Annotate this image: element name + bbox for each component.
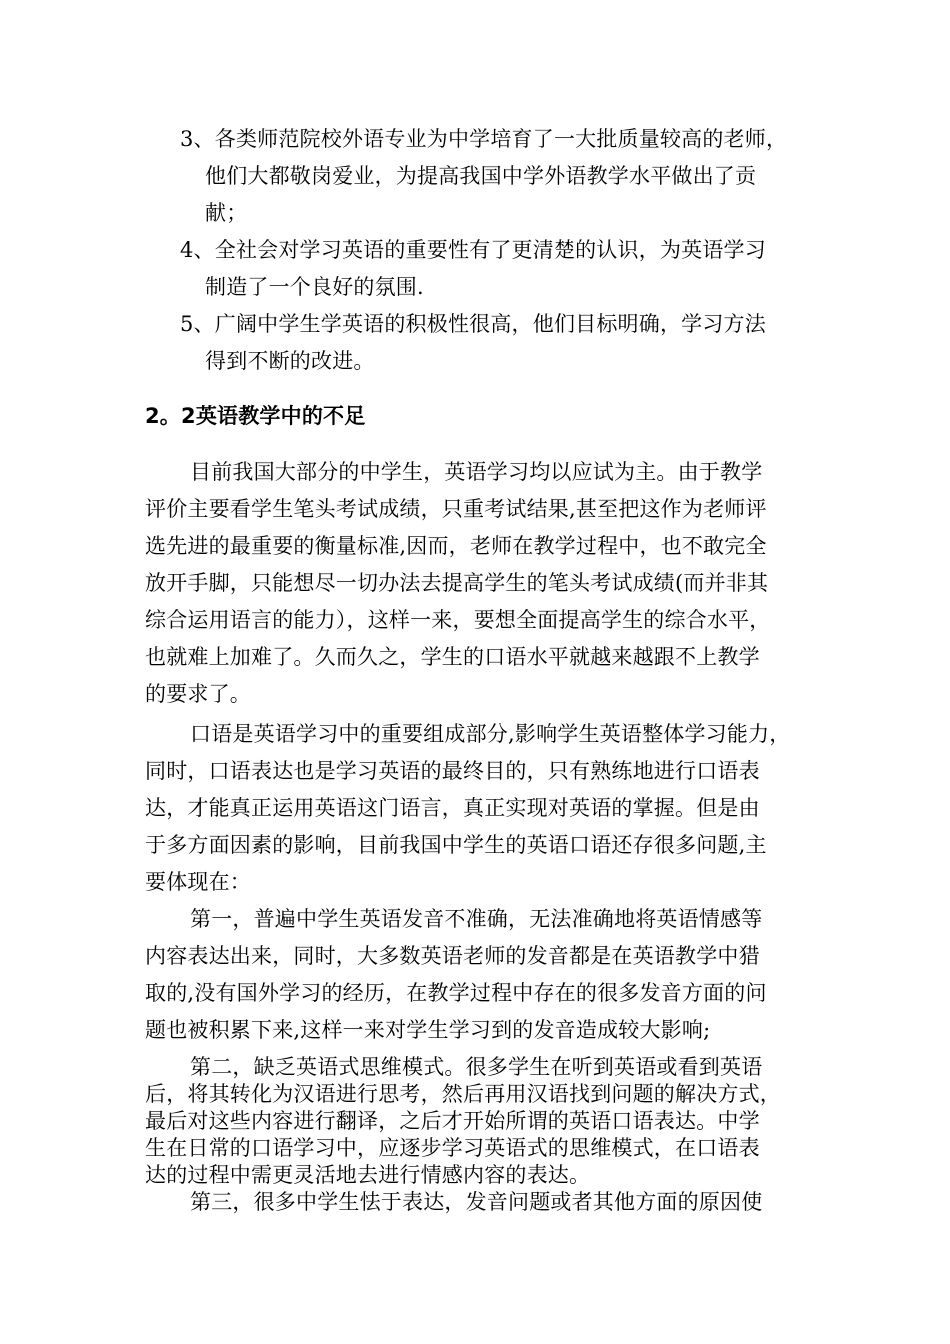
paragraph-1-line-4: 放开手脚，只能想尽一切办法去提高学生的笔头考试成绩(而并非其: [145, 571, 769, 595]
paragraph-2-line-2: 同时，口语表达也是学习英语的最终目的，只有熟练地进行口语表: [145, 759, 760, 783]
paragraph-1-line-6: 也就难上加难了。久而久之，学生的口语水平就越来越跟不上教学: [145, 645, 760, 669]
paragraph-3-line-1: 第一，普遍中学生英语发音不准确，无法准确地将英语情感等: [190, 907, 763, 931]
paragraph-3-line-2: 内容表达出来，同时，大多数英语老师的发音都是在英语教学中猎: [145, 944, 760, 968]
paragraph-4-line-2: 后，将其转化为汉语进行思考，然后再用汉语找到问题的解决方式，: [145, 1082, 781, 1106]
paragraph-5-line-1: 第三，很多中学生怯于表达，发音问题或者其他方面的原因使: [190, 1190, 763, 1214]
list-item-4-line-1: 4、全社会对学习英语的重要性有了更清楚的认识，为英语学习: [180, 238, 766, 262]
list-item-3-line-2: 他们大都敬岗爱业，为提高我国中学外语教学水平做出了贡: [205, 164, 757, 188]
paragraph-4-line-5: 达的过程中需更灵活地去进行情感内容的表达。: [145, 1163, 591, 1187]
paragraph-2-line-5: 要体现在：: [145, 870, 251, 894]
section-heading: 2。2英语教学中的不足: [145, 404, 366, 428]
list-item-3-line-3: 献；: [205, 201, 248, 225]
paragraph-2-line-3: 达，才能真正运用英语这门语言，真正实现对英语的掌握。但是由: [145, 796, 760, 820]
paragraph-2-line-4: 于多方面因素的影响，目前我国中学生的英语口语还存很多问题,主: [145, 833, 767, 857]
paragraph-4-line-4: 生在日常的口语学习中，应逐步学习英语式的思维模式，在口语表: [145, 1136, 760, 1160]
list-item-5-line-2: 得到不断的改进。: [205, 349, 375, 373]
paragraph-1-line-7: 的要求了。: [145, 682, 251, 706]
list-item-5-line-1: 5、广阔中学生学英语的积极性很高，他们目标明确，学习方法: [180, 312, 766, 336]
paragraph-4-line-3: 最后对这些内容进行翻译，之后才开始所谓的英语口语表达。中学: [145, 1109, 760, 1133]
paragraph-2-line-1: 口语是英语学习中的重要组成部分,影响学生英语整体学习能力，: [190, 722, 791, 746]
paragraph-3-line-4: 题也被积累下来,这样一来对学生学习到的发音造成较大影响;: [145, 1018, 711, 1042]
paragraph-1-line-2: 评价主要看学生笔头考试成绩，只重考试结果,甚至把这作为老师评: [145, 497, 767, 521]
paragraph-1-line-1: 目前我国大部分的中学生，英语学习均以应试为主。由于教学: [190, 460, 763, 484]
paragraph-3-line-3: 取的,没有国外学习的经历，在教学过程中存在的很多发音方面的问: [145, 981, 767, 1005]
list-item-4-line-2: 制造了一个良好的氛围.: [205, 275, 424, 299]
list-item-3-line-1: 3、各类师范院校外语专业为中学培育了一大批质量较高的老师，: [180, 127, 788, 151]
paragraph-1-line-5: 综合运用语言的能力），这样一来，要想全面提高学生的综合水平，: [145, 608, 771, 632]
paragraph-4-line-1: 第二，缺乏英语式思维模式。很多学生在听到英语或看到英语: [190, 1055, 763, 1079]
paragraph-1-line-3: 选先进的最重要的衡量标准,因而，老师在教学过程中，也不敢完全: [145, 534, 767, 558]
